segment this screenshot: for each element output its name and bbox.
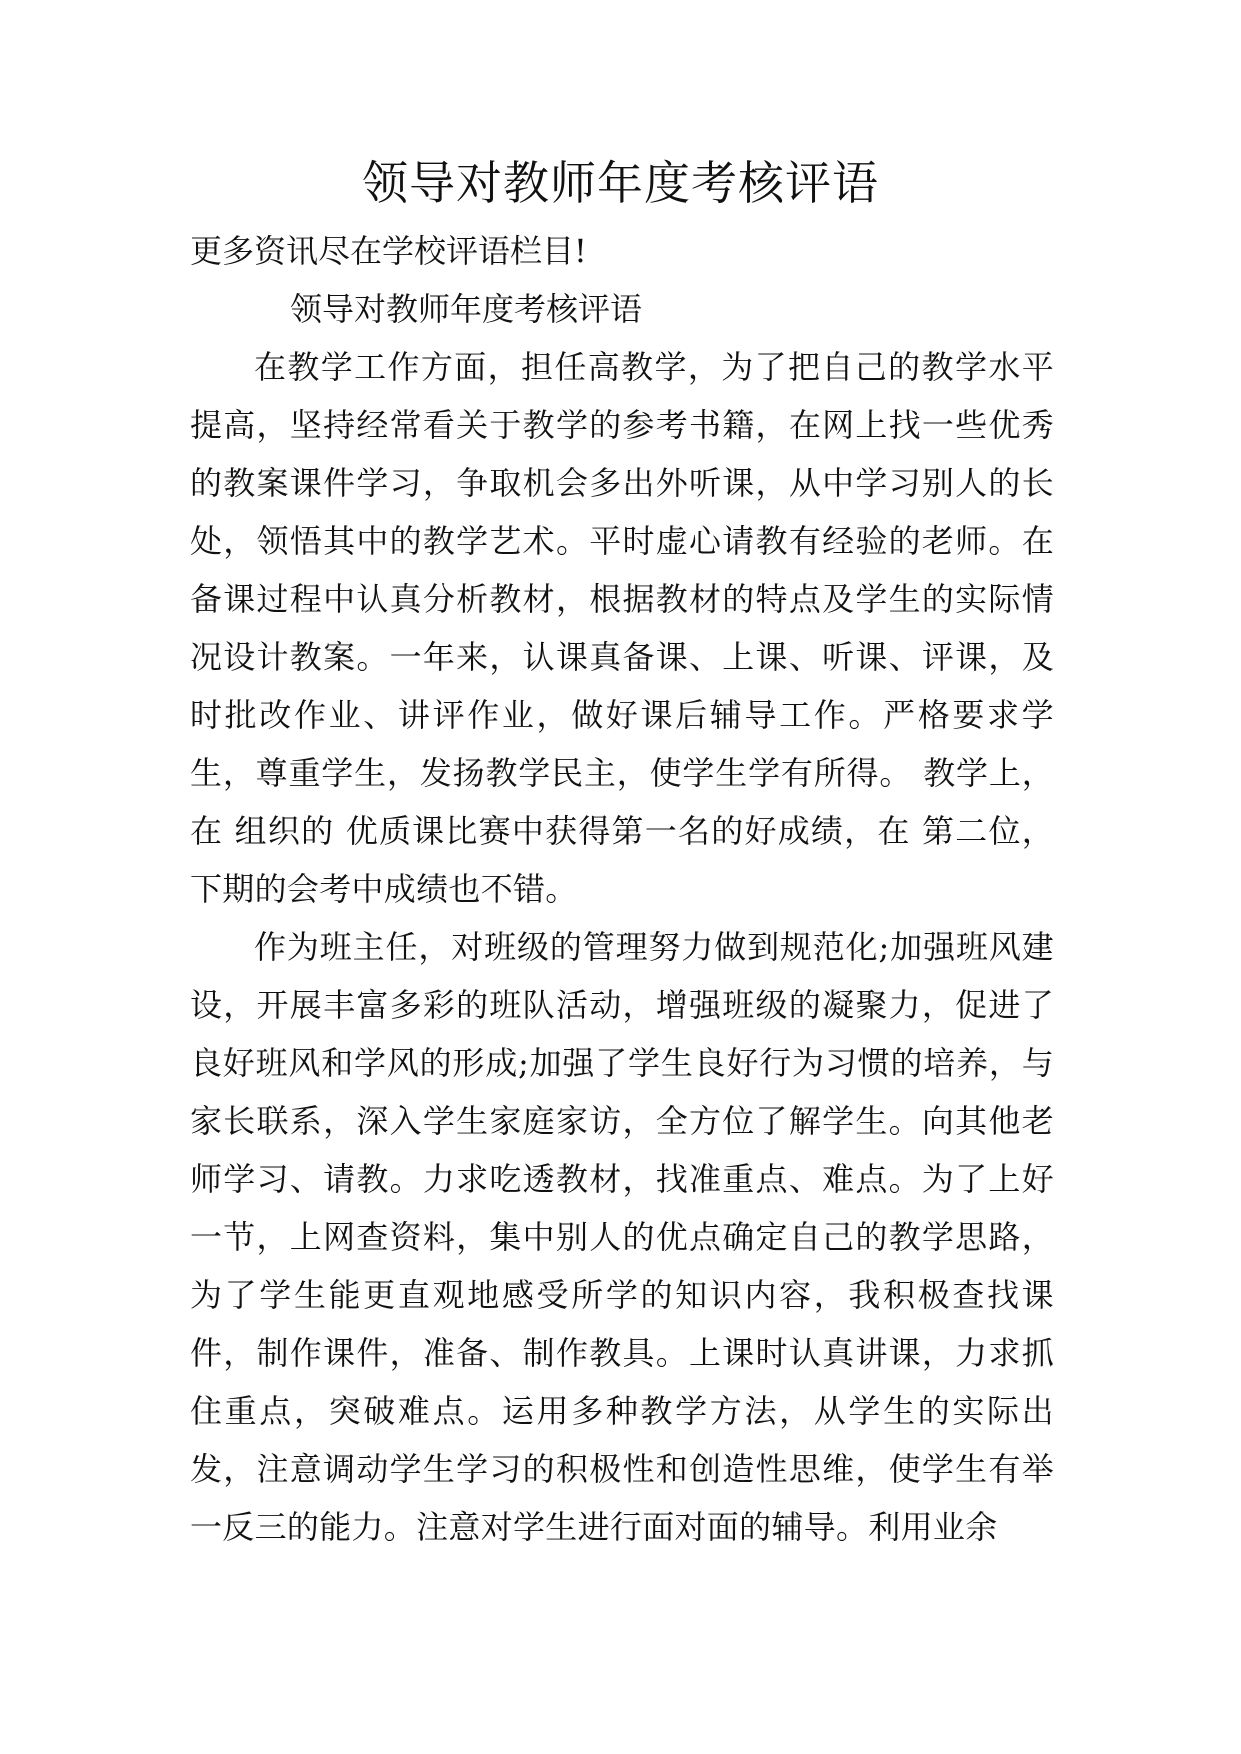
document-title: 领导对教师年度考核评语: [362, 156, 879, 210]
paragraph-teaching: 在教学工作方面，担任高教学，为了把自己的教学水平提高，坚持经常看关于教学的参考书籍，在网上找一些优秀的教案课件学习，争取机会多出外听课，从中学习别人的长处，领悟其中的教学艺术。平时虚心请教有经验的老师。在备课过程中认真分析教材，根据教材的特点及学生的实际情况设计教案。一年来，认课真备课、上课、听课、评课，及时批改作业、讲评作业，做好课后辅导工作。严格要求学生，尊重学生，发扬教学民主，使学生学有所得。 教学上，在 组织的 优质课比赛中获得第一名的好成绩，在 第二位，下期的会考中成绩也不错。: [190, 348, 1054, 908]
intro-line: 更多资讯尽在学校评语栏目!: [190, 232, 587, 270]
subtitle-line: 领导对教师年度考核评语: [290, 290, 643, 328]
paragraph-class-teacher: 作为班主任，对班级的管理努力做到规范化;加强班风建设，开展丰富多彩的班队活动，增强班级的凝聚力，促进了良好班风和学风的形成;加强了学生良好行为习惯的培养，与家长联系，深入学生家庭家访，全方位了解学生。向其他老师学习、请教。力求吃透教材，找准重点、难点。为了上好一节，上网查资料，集中别人的优点确定自己的教学思路，为了学生能更直观地感受所学的知识内容，我积极查找课件，制作课件，准备、制作教具。上课时认真讲课，力求抓住重点，突破难点。运用多种教学方法，从学生的实际出发，注意调动学生学习的积极性和创造性思维，使学生有举一反三的能力。注意对学生进行面对面的辅导。利用业余: [190, 928, 1054, 1546]
document-body: [190, 338, 1054, 1556]
